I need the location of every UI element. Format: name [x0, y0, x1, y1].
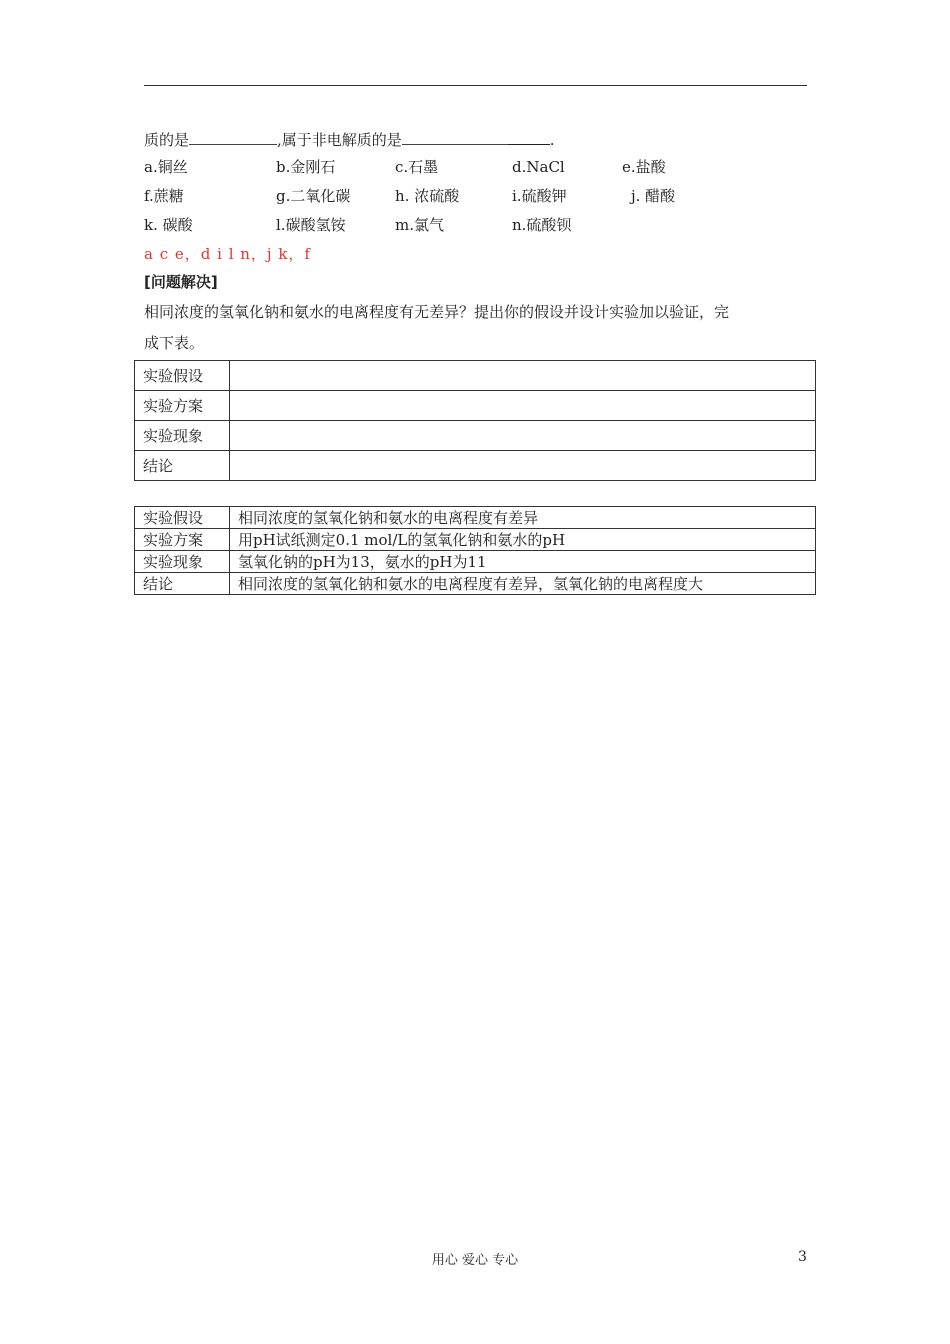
- row-label: 实验假设: [135, 507, 230, 529]
- option-k: k. 碳酸: [144, 216, 193, 234]
- option-h: h. 浓硫酸: [395, 187, 460, 205]
- option-a: a.铜丝: [144, 158, 188, 176]
- table-row: [135, 507, 816, 529]
- page-footer: 用心 爱心 专心: [431, 1253, 519, 1268]
- table-row: [135, 361, 816, 391]
- table-row: [135, 391, 816, 421]
- header-rule: [144, 85, 807, 86]
- table-row: [135, 421, 816, 451]
- row-value-cell[interactable]: [230, 361, 816, 391]
- line1-suffix: .: [549, 131, 555, 149]
- option-e: e.盐酸: [622, 158, 666, 176]
- option-b: b.金刚石: [276, 158, 336, 176]
- fill-in-line: [144, 130, 555, 150]
- row-value: 用pH试纸测定0.1 mol/L的氢氧化钠和氨水的pH: [230, 529, 816, 551]
- blank-nonelectrolyte-tail: [508, 130, 550, 145]
- blank-nonelectrolyte[interactable]: [402, 130, 508, 145]
- question-line-1: 相同浓度的氢氧化钠和氨水的电离程度有无差异？提出你的假设并设计实验加以验证，完: [144, 303, 730, 321]
- answer-experiment-table: [134, 506, 816, 595]
- option-j: j. 醋酸: [631, 187, 676, 205]
- line1-mid: ,属于非电解质的是: [277, 131, 402, 149]
- row-value: 氢氧化钠的pH为13，氨水的pH为11: [230, 551, 816, 573]
- blank-experiment-table: [134, 360, 816, 481]
- page-number: 3: [798, 1249, 807, 1265]
- table-row: [135, 573, 816, 595]
- line1-prefix: 质的是: [144, 131, 190, 149]
- question-line-2: 成下表。: [144, 334, 205, 352]
- row-label: 实验现象: [135, 551, 230, 573]
- row-label: 结论: [135, 573, 230, 595]
- option-n: n.硫酸钡: [512, 216, 572, 234]
- row-value: 相同浓度的氢氧化钠和氨水的电离程度有差异: [230, 507, 816, 529]
- table-row: [135, 551, 816, 573]
- section-title: [问题解决]: [144, 273, 218, 291]
- blank-electrolyte[interactable]: [189, 130, 277, 145]
- row-label: 结论: [135, 451, 230, 481]
- row-label: 实验方案: [135, 529, 230, 551]
- table-row: [135, 451, 816, 481]
- option-m: m.氯气: [395, 216, 444, 234]
- row-label: 实验现象: [135, 421, 230, 451]
- row-value: 相同浓度的氢氧化钠和氨水的电离程度有差异，氢氧化钠的电离程度大: [230, 573, 816, 595]
- option-i: i.硫酸钾: [512, 187, 567, 205]
- row-value-cell[interactable]: [230, 451, 816, 481]
- row-value-cell[interactable]: [230, 391, 816, 421]
- answer-text: a c e，d i l n，j k，f: [144, 245, 311, 263]
- option-f: f.蔗糖: [144, 187, 184, 205]
- option-c: c.石墨: [395, 158, 439, 176]
- row-label: 实验方案: [135, 391, 230, 421]
- option-d: d.NaCl: [512, 158, 565, 176]
- row-label: 实验假设: [135, 361, 230, 391]
- option-l: l.碳酸氢铵: [276, 216, 346, 234]
- table-row: [135, 529, 816, 551]
- option-g: g.二氧化碳: [276, 187, 351, 205]
- row-value-cell[interactable]: [230, 421, 816, 451]
